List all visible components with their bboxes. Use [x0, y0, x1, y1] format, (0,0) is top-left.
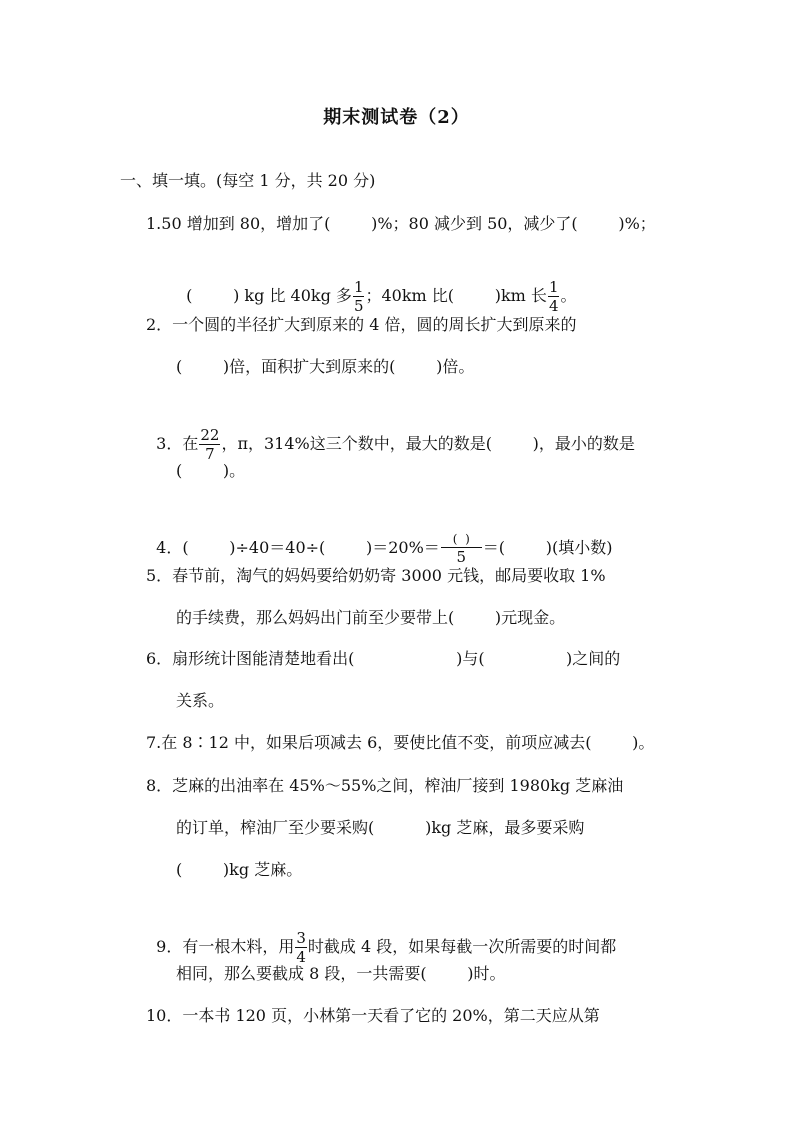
fraction-numerator: 1	[548, 278, 559, 296]
fraction-numerator: 22	[200, 426, 220, 444]
question-9-text-a: 9．有一根木料，用	[156, 937, 295, 956]
fraction-one-fifth	[353, 278, 365, 315]
question-8-line-3: ( )kg 芝麻。	[176, 860, 303, 879]
fraction-denominator: 7	[205, 445, 215, 463]
question-2-line-2: ( )倍，面积扩大到原来的( )倍。	[176, 357, 475, 376]
fraction-denominator: 5	[353, 297, 364, 315]
question-1-text-c: 。	[560, 286, 577, 305]
question-9-text-b: 时截成 4 段，如果每截一次所需要的时间都	[307, 937, 617, 956]
fraction-denominator: 5	[456, 548, 467, 566]
question-9-line-1	[146, 905, 616, 966]
fraction-numerator: 3	[296, 929, 306, 947]
question-7-line: 7.在 8∶12 中，如果后项减去 6，要使比值不变，前项应减去( )。	[146, 733, 655, 752]
question-5-line-2: 的手续费，那么妈妈出门前至少要带上( )元现金。	[176, 608, 566, 627]
question-4-text-b: ＝( )(填小数)	[482, 538, 613, 557]
question-10-line: 10．一本书 120 页，小林第一天看了它的 20%，第二天应从第	[146, 1006, 600, 1025]
fraction-one-fourth	[548, 278, 560, 315]
question-9-line-2: 相同，那么要截成 8 段，一共需要( )时。	[176, 964, 506, 983]
question-3-text-a: 3．在	[156, 434, 199, 453]
fraction-denominator: 4	[548, 297, 559, 315]
fraction-numerator: ( )	[441, 531, 482, 548]
question-3-line-1	[146, 402, 635, 463]
question-6-line-1: 6．扇形统计图能清楚地看出( )与( )之间的	[146, 649, 621, 668]
question-3-line-2: ( )。	[176, 461, 246, 480]
fraction-denominator: 4	[296, 948, 306, 966]
question-1-text-b: ；40km 比( )km 长	[365, 286, 547, 305]
question-8-line-2: 的订单，榨油厂至少要采购( )kg 芝麻，最多要采购	[176, 818, 585, 837]
question-1-text-a: ( ) kg 比 40kg 多	[186, 286, 352, 305]
question-2-line-1: 2．一个圆的半径扩大到原来的 4 倍，圆的周长扩大到原来的	[146, 315, 577, 334]
question-4-line	[146, 507, 612, 566]
question-3-text-b: ，π，314%这三个数中，最大的数是( )，最小的数是	[221, 434, 635, 453]
section-heading: 一、填一填。(每空 1 分，共 20 分)	[120, 171, 376, 190]
question-6-line-2: 关系。	[176, 691, 225, 710]
question-4-text-a: 4．( )÷40＝40÷( )＝20%＝	[156, 538, 440, 557]
question-1-line-2	[176, 254, 577, 315]
fraction-three-fourths	[295, 929, 307, 966]
exam-title: 期末测试卷（2）	[323, 107, 470, 128]
question-1-line-1: 1.50 增加到 80，增加了( )%；80 减少到 50，减少了( )%；	[146, 214, 656, 233]
fraction-22-7	[199, 426, 220, 463]
question-5-line-1: 5．春节前，淘气的妈妈要给奶奶寄 3000 元钱，邮局要收取 1%	[146, 566, 606, 585]
question-8-line-1: 8．芝麻的出油率在 45%～55%之间，榨油厂接到 1980kg 芝麻油	[146, 776, 624, 795]
fraction-numerator: 1	[353, 278, 364, 296]
fraction-blank-over-5	[441, 531, 482, 566]
